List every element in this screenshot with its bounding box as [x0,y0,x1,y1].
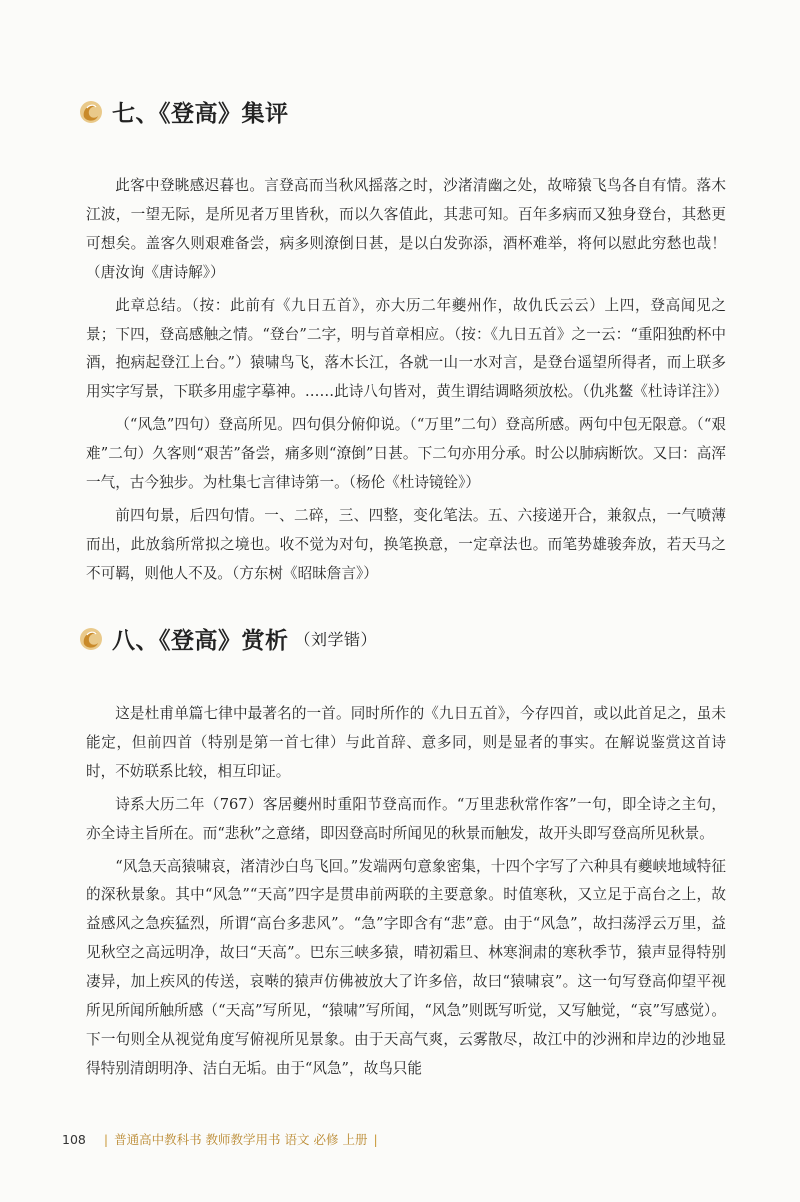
footer-divider: | [103,1131,109,1147]
page-footer [62,1130,384,1148]
section-8-title: 八、《登高》赏析 [112,628,289,654]
section-7-body [86,172,729,593]
paragraph: 前四句景，后四句情。一、二碎，三、四整，变化笔法。五、六接递开合，兼叙点，一气喷薄而出，此放翁所常拟之境也。收不觉为对句，换笔换意，一定章法也。而笔势雄骏奔放，若天马之不可羁，则他人不及。（方东树《昭昧詹言》） [86,506,726,582]
book-title: 普通高中教科书 教师教学用书 语文 必修 上册 [114,1132,368,1147]
paragraph: 此章总结。（按：此前有《九日五首》，亦大历二年夔州作，故仇氏云云）上四，登高闻见之景；下四，登高感触之情。“登台”二字，明与首章相应。（按：《九日五首》之一云：“重阳独酌杯中酒，抱病起登江上台。”）猿啸鸟飞，落木长江，各就一山一水对言，是登台遥望所得者，而上联多用实字写景，下联多用虚字摹神。……此诗八句皆对，黄生谓结调略须放松。（仇兆鳌《杜诗详注》） [86,296,729,401]
paragraph: 此客中登眺感迟暮也。言登高而当秋风摇落之时，沙渚清幽之处，故啼猿飞鸟各自有情。落木江波，一望无际，是所见者万里皆秋，而以久客值此，其悲可知。百年多病而又独身登台，其愁更可想矣。盖客久则艰难备尝，病多则潦倒日甚，是以白发弥添，酒杯难举，将何以慰此穷愁也哉！（唐汝询《唐诗解》） [86,177,726,281]
swirl-logo-icon [78,99,104,125]
paragraph: （“风急”四句）登高所见。四句俱分俯仰说。（“万里”二句）登高所感。两句中包无限意。（“艰难”二句）久客则“艰苦”备尝，痛多则“潦倒”日甚。下二句亦用分承。时公以肺病断饮。又曰：高浑一气，古今独步。为杜集七言律诗第一。（杨伦《杜诗镜铨》） [86,416,726,492]
section-8-heading [78,622,377,655]
paragraph: 这是杜甫单篇七律中最著名的一首。同时所作的《九日五首》，今存四首，或以此首足之，虽未能定，但前四首（特别是第一首七律）与此首辞、意多同，则是显者的事实。在解说鉴赏这首诗时，不妨联系比较，相互印证。 [86,705,726,780]
section-7-heading [78,95,289,128]
paragraph: “风急天高猿啸哀，渚清沙白鸟飞回。”发端两句意象密集，十四个字写了六种具有夔峡地域特征的深秋景象。其中“风急”“天高”四字是贯串前两联的主要意象。时值寒秋，又立足于高台之上，故益感风之急疾猛烈，所谓“高台多悲风”。“急”字即含有“悲”意。由于“风急”，故扫荡浮云万里，益见秋空之高远明净，故曰“天高”。巴东三峡多猿，晴初霜旦、林寒涧肃的寒秋季节，猿声显得特别凄异，加上疾风的传送，哀啭的猿声仿佛被放大了许多倍，故曰“猿啸哀”。这一句写登高仰望平视所见所闻所触所感（“天高”写所见，“猿啸”写所闻，“风急”则既写听觉，又写触觉，“哀”写感觉）。下一句则全从视觉角度写俯视所见景象。由于天高气爽，云雾散尽，故江中的沙洲和岸边的沙地显得特别清朗明净、洁白无垢。由于“风急”，故鸟只能 [86,857,726,1077]
section-8-body [86,700,726,1088]
section-8-author: （刘学锴） [294,630,378,649]
swirl-logo-icon [78,626,104,652]
section-7-title: 七、《登高》集评 [112,101,289,127]
page-number: 108 [62,1131,86,1147]
footer-divider: | [373,1131,378,1147]
paragraph: 诗系大历二年（767）客居夔州时重阳节登高而作。“万里悲秋常作客”一句，即全诗之主句，亦全诗主旨所在。而“悲秋”之意绪，即因登高时所闻见的秋景而触发，故开头即写登高所见秋景。 [86,795,726,842]
